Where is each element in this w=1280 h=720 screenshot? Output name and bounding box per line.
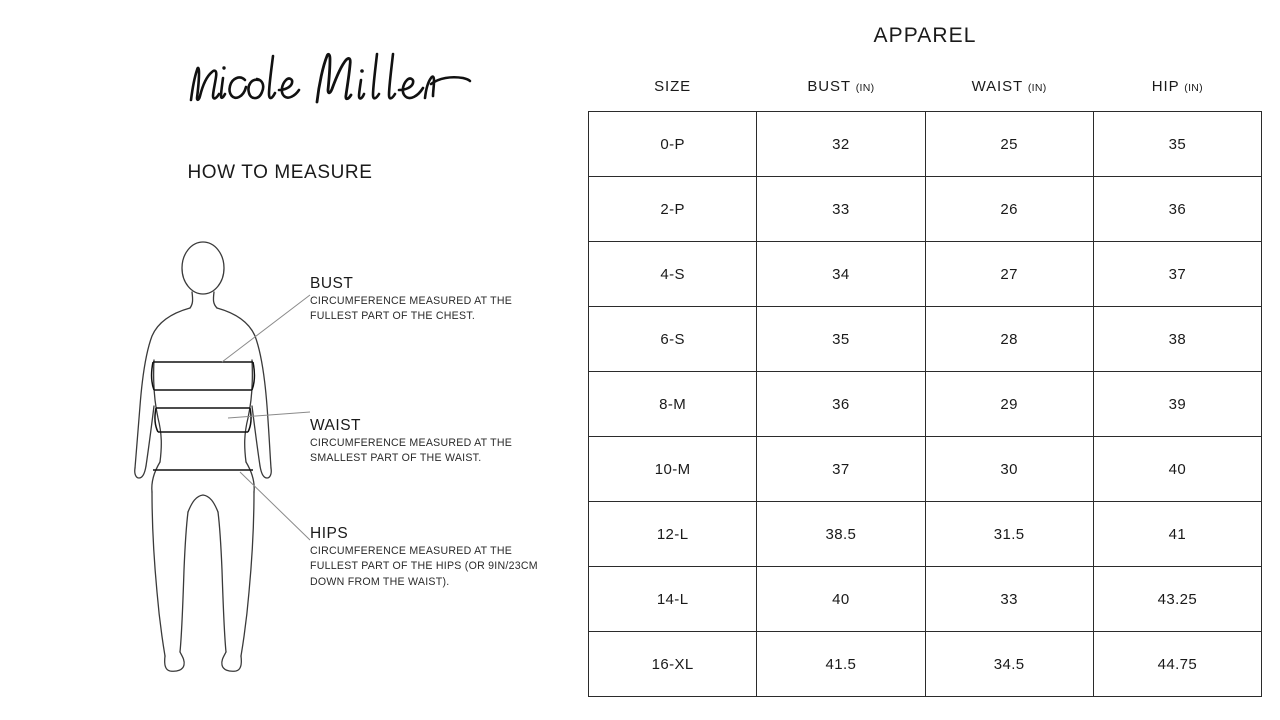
cell-size: 8-M	[589, 372, 757, 437]
cell-size: 0-P	[589, 112, 757, 177]
cell-waist: 30	[925, 437, 1093, 502]
cell-waist: 25	[925, 112, 1093, 177]
cell-hip: 41	[1093, 502, 1261, 567]
size-chart-body	[589, 112, 1262, 697]
apparel-size-panel	[570, 0, 1280, 720]
column-header-size: SIZE	[654, 78, 692, 95]
cell-bust: 35	[757, 307, 925, 372]
cell-waist: 27	[925, 242, 1093, 307]
cell-waist: 29	[925, 372, 1093, 437]
apparel-title: APPAREL	[873, 24, 977, 47]
table-row	[589, 177, 1262, 242]
table-row	[589, 112, 1262, 177]
body-figure-diagram	[110, 240, 330, 690]
callout-bust	[310, 275, 542, 325]
cell-hip: 36	[1093, 177, 1261, 242]
cell-size: 4-S	[589, 242, 757, 307]
cell-waist: 34.5	[925, 632, 1093, 697]
how-to-measure-title: HOW TO MEASURE	[187, 162, 373, 183]
cell-bust: 38.5	[757, 502, 925, 567]
cell-size: 12-L	[589, 502, 757, 567]
cell-bust: 34	[757, 242, 925, 307]
cell-size: 2-P	[589, 177, 757, 242]
column-header-waist: WAIST (IN)	[971, 78, 1047, 95]
table-row	[589, 242, 1262, 307]
table-row	[589, 567, 1262, 632]
cell-bust: 37	[757, 437, 925, 502]
table-row	[589, 372, 1262, 437]
cell-hip: 40	[1093, 437, 1261, 502]
callout-hips-title: HIPS	[310, 525, 349, 542]
cell-waist: 28	[925, 307, 1093, 372]
cell-size: 14-L	[589, 567, 757, 632]
callout-waist-desc: CIRCUMFERENCE MEASURED AT THE SMALLEST PART OF THE WAIST.	[310, 437, 513, 465]
cell-hip: 44.75	[1093, 632, 1261, 697]
cell-bust: 33	[757, 177, 925, 242]
cell-bust: 41.5	[757, 632, 925, 697]
table-row	[589, 632, 1262, 697]
cell-waist: 33	[925, 567, 1093, 632]
callout-bust-desc: CIRCUMFERENCE MEASURED AT THE FULLEST PART OF THE CHEST.	[310, 295, 513, 323]
cell-waist: 26	[925, 177, 1093, 242]
cell-bust: 32	[757, 112, 925, 177]
cell-hip: 39	[1093, 372, 1261, 437]
callout-waist-title: WAIST	[310, 417, 362, 434]
table-row	[589, 502, 1262, 567]
cell-hip: 43.25	[1093, 567, 1261, 632]
cell-hip: 37	[1093, 242, 1261, 307]
cell-size: 16-XL	[589, 632, 757, 697]
size-chart-header	[589, 70, 1262, 112]
cell-hip: 38	[1093, 307, 1261, 372]
table-row	[589, 437, 1262, 502]
nicole-miller-logo	[185, 40, 475, 115]
cell-size: 6-S	[589, 307, 757, 372]
table-row	[589, 307, 1262, 372]
cell-waist: 31.5	[925, 502, 1093, 567]
callout-bust-title: BUST	[310, 275, 354, 292]
cell-size: 10-M	[589, 437, 757, 502]
how-to-measure-panel	[0, 0, 570, 720]
cell-bust: 36	[757, 372, 925, 437]
callout-hips	[310, 525, 542, 590]
size-chart-table	[588, 70, 1262, 697]
callout-waist	[310, 417, 542, 467]
cell-bust: 40	[757, 567, 925, 632]
callout-hips-desc: CIRCUMFERENCE MEASURED AT THE FULLEST PART OF THE HIPS (OR 9IN/23CM DOWN FROM THE WAIST).	[310, 545, 538, 588]
column-header-bust: BUST (IN)	[807, 78, 875, 95]
column-header-hip: HIP (IN)	[1151, 78, 1203, 95]
cell-hip: 35	[1093, 112, 1261, 177]
